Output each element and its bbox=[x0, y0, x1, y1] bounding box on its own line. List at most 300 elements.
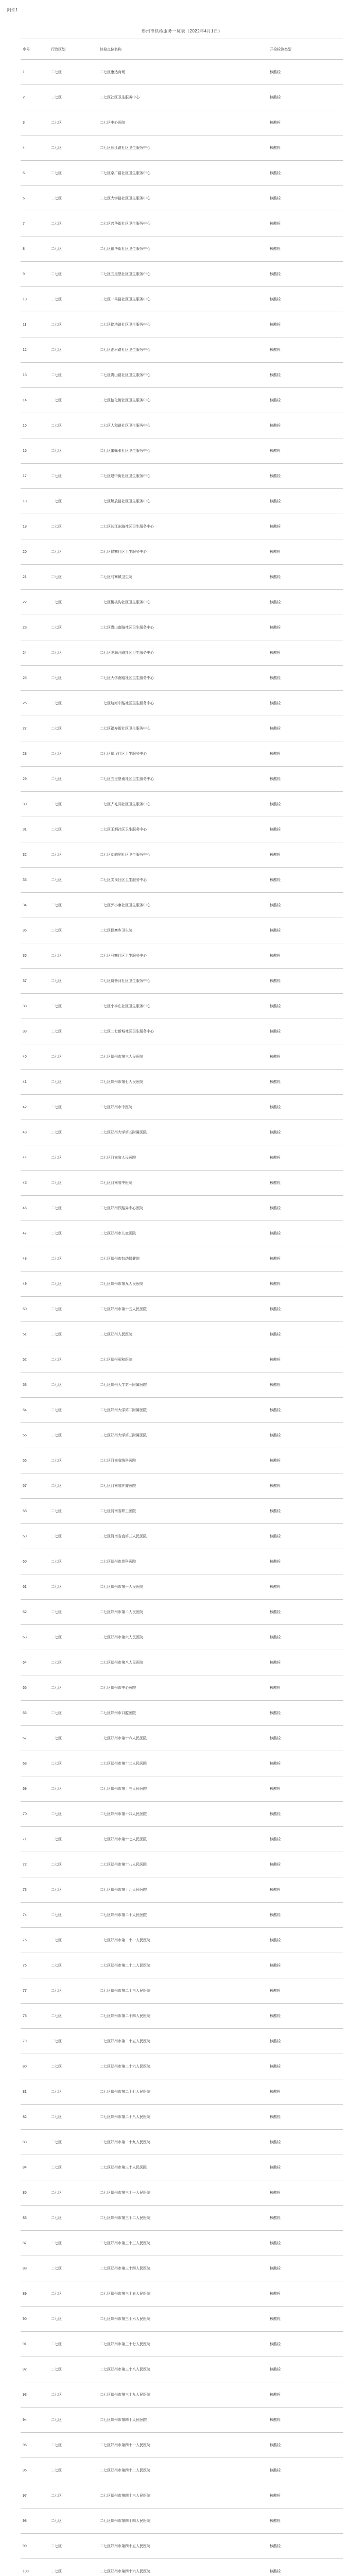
cell-district: 二七区 bbox=[49, 2206, 98, 2231]
table-row bbox=[21, 691, 343, 716]
table-row bbox=[21, 792, 343, 817]
cell-district: 二七区 bbox=[49, 691, 98, 716]
table-row bbox=[21, 565, 343, 590]
cell-site-name: 二七区郑州市第三十一人民医院 bbox=[98, 2180, 268, 2206]
cell-site-name: 二七区嵩山路社区卫生服务中心 bbox=[98, 363, 268, 388]
cell-index: 48 bbox=[21, 1246, 49, 1272]
cell-index: 73 bbox=[21, 1877, 49, 1903]
cell-test-type: 核酸检 bbox=[268, 413, 343, 438]
cell-site-name: 二七区郑州市第三人民医院 bbox=[98, 1044, 268, 1070]
cell-index: 82 bbox=[21, 2105, 49, 2130]
cell-index: 71 bbox=[21, 1827, 49, 1852]
cell-site-name: 二七区长江东路社区卫生服务中心 bbox=[98, 514, 268, 539]
cell-district: 二七区 bbox=[49, 539, 98, 565]
cell-index: 46 bbox=[21, 1196, 49, 1221]
cell-site-name: 二七区郑州市骨科医院 bbox=[98, 1549, 268, 1574]
cell-district: 二七区 bbox=[49, 1776, 98, 1802]
table-row bbox=[21, 236, 343, 262]
table-row bbox=[21, 741, 343, 767]
cell-site-name: 二七区福华街社区卫生服务中心 bbox=[98, 236, 268, 262]
cell-site-name: 二七区郑州市第四十二人民医院 bbox=[98, 2458, 268, 2483]
cell-district: 二七区 bbox=[49, 1196, 98, 1221]
cell-test-type: 核酸检 bbox=[268, 1852, 343, 1877]
cell-site-name: 二七区郑州市第四十人民医院 bbox=[98, 2408, 268, 2433]
table-row bbox=[21, 893, 343, 918]
table-row bbox=[21, 1978, 343, 2004]
cell-index: 29 bbox=[21, 767, 49, 792]
cell-index: 18 bbox=[21, 489, 49, 514]
cell-site-name: 二七区郑州市第四十四人民医院 bbox=[98, 2509, 268, 2534]
cell-site-name: 二七区淮河路社区卫生服务中心 bbox=[98, 337, 268, 363]
cell-index: 32 bbox=[21, 842, 49, 868]
cell-test-type: 核酸检 bbox=[268, 615, 343, 640]
cell-test-type: 核酸检 bbox=[268, 1903, 343, 1928]
cell-district: 二七区 bbox=[49, 2130, 98, 2155]
cell-site-name: 二七区郑州市中医院 bbox=[98, 1095, 268, 1120]
table-row bbox=[21, 489, 343, 514]
cell-district: 二七区 bbox=[49, 2281, 98, 2307]
cell-index: 28 bbox=[21, 741, 49, 767]
table-row bbox=[21, 1751, 343, 1776]
cell-site-name: 二七区马寨镇卫生院 bbox=[98, 565, 268, 590]
table-row bbox=[21, 135, 343, 161]
cell-test-type: 核酸检 bbox=[268, 741, 343, 767]
cell-site-name: 二七区一马路社区卫生服务中心 bbox=[98, 287, 268, 312]
cell-index: 17 bbox=[21, 464, 49, 489]
cell-test-type: 核酸检 bbox=[268, 388, 343, 413]
table-row bbox=[21, 1701, 343, 1726]
cell-site-name: 二七区郑州市第二十七人民医院 bbox=[98, 2079, 268, 2105]
cell-district: 二七区 bbox=[49, 1701, 98, 1726]
table-row bbox=[21, 1019, 343, 1044]
cell-index: 43 bbox=[21, 1120, 49, 1145]
table-row bbox=[21, 2332, 343, 2357]
table-row bbox=[21, 2307, 343, 2332]
cell-test-type: 核酸检 bbox=[268, 312, 343, 337]
cell-index: 20 bbox=[21, 539, 49, 565]
cell-index: 19 bbox=[21, 514, 49, 539]
cell-index: 9 bbox=[21, 262, 49, 287]
cell-district: 二七区 bbox=[49, 2029, 98, 2054]
cell-district: 二七区 bbox=[49, 2155, 98, 2180]
cell-site-name: 二七区齐礼阎社区卫生服务中心 bbox=[98, 792, 268, 817]
cell-test-type: 核酸检 bbox=[268, 1019, 343, 1044]
cell-index: 89 bbox=[21, 2281, 49, 2307]
cell-site-name: 二七区郑州市第十八人民医院 bbox=[98, 1852, 268, 1877]
table-row bbox=[21, 716, 343, 741]
cell-district: 二七区 bbox=[49, 2458, 98, 2483]
table-row bbox=[21, 2559, 343, 2576]
table-body bbox=[21, 60, 343, 2576]
cell-test-type: 核酸检 bbox=[268, 716, 343, 741]
cell-test-type: 核酸检 bbox=[268, 2281, 343, 2307]
table-row bbox=[21, 2231, 343, 2256]
cell-test-type: 核酸检 bbox=[268, 590, 343, 615]
cell-test-type: 核酸检 bbox=[268, 1473, 343, 1499]
cell-site-name: 二七区郑州大学第三附属医院 bbox=[98, 1423, 268, 1448]
cell-district: 二七区 bbox=[49, 1221, 98, 1246]
table-row bbox=[21, 2130, 343, 2155]
cell-test-type: 核酸检 bbox=[268, 1272, 343, 1297]
cell-index: 53 bbox=[21, 1372, 49, 1398]
cell-district: 二七区 bbox=[49, 1978, 98, 2004]
cell-test-type: 核酸检 bbox=[268, 691, 343, 716]
cell-index: 76 bbox=[21, 1953, 49, 1978]
cell-site-name: 二七区小李庄社区卫生服务中心 bbox=[98, 994, 268, 1019]
cell-index: 60 bbox=[21, 1549, 49, 1574]
cell-district: 二七区 bbox=[49, 2534, 98, 2559]
cell-test-type: 核酸检 bbox=[268, 1877, 343, 1903]
table-row bbox=[21, 2206, 343, 2231]
cell-district: 二七区 bbox=[49, 514, 98, 539]
cell-test-type: 核酸检 bbox=[268, 1499, 343, 1524]
cell-test-type: 核酸检 bbox=[268, 262, 343, 287]
cell-district: 二七区 bbox=[49, 85, 98, 110]
cell-district: 二七区 bbox=[49, 842, 98, 868]
cell-district: 二七区 bbox=[49, 1499, 98, 1524]
cell-site-name: 二七区人和路社区卫生服务中心 bbox=[98, 413, 268, 438]
table-row bbox=[21, 640, 343, 666]
cell-test-type: 核酸检 bbox=[268, 893, 343, 918]
cell-site-name: 二七区郑州市第十五人民医院 bbox=[98, 1297, 268, 1322]
cell-test-type: 核酸检 bbox=[268, 842, 343, 868]
cell-test-type: 核酸检 bbox=[268, 1625, 343, 1650]
cell-site-name: 二七区社区卫生服务中心 bbox=[98, 85, 268, 110]
cell-test-type: 核酸检 bbox=[268, 211, 343, 236]
cell-test-type: 核酸检 bbox=[268, 85, 343, 110]
cell-site-name: 二七区德化街社区卫生服务中心 bbox=[98, 388, 268, 413]
cell-site-name: 二七区郑州市第四十一人民医院 bbox=[98, 2433, 268, 2458]
cell-site-name: 二七区京广路社区卫生服务中心 bbox=[98, 161, 268, 186]
cell-index: 79 bbox=[21, 2029, 49, 2054]
cell-district: 二七区 bbox=[49, 1877, 98, 1903]
cell-district: 二七区 bbox=[49, 1297, 98, 1322]
cell-district: 二七区 bbox=[49, 2256, 98, 2281]
cell-site-name: 二七区樱桃沟社区卫生服务中心 bbox=[98, 590, 268, 615]
cell-test-type: 核酸检 bbox=[268, 1322, 343, 1347]
cell-test-type: 核酸检 bbox=[268, 2155, 343, 2180]
cell-test-type: 核酸检 bbox=[268, 1120, 343, 1145]
table-row bbox=[21, 1903, 343, 1928]
cell-test-type: 核酸检 bbox=[268, 1751, 343, 1776]
cell-site-name: 二七区中心医院 bbox=[98, 110, 268, 135]
cell-district: 二七区 bbox=[49, 388, 98, 413]
cell-index: 85 bbox=[21, 2180, 49, 2206]
cell-district: 二七区 bbox=[49, 1120, 98, 1145]
table-row bbox=[21, 1095, 343, 1120]
cell-index: 39 bbox=[21, 1019, 49, 1044]
cell-test-type: 核酸检 bbox=[268, 1044, 343, 1070]
cell-test-type: 核酸检 bbox=[268, 2357, 343, 2382]
cell-test-type: 核酸检 bbox=[268, 1448, 343, 1473]
cell-district: 二七区 bbox=[49, 2180, 98, 2206]
table-row bbox=[21, 1852, 343, 1877]
cell-index: 30 bbox=[21, 792, 49, 817]
cell-district: 二七区 bbox=[49, 1574, 98, 1600]
cell-index: 4 bbox=[21, 135, 49, 161]
cell-test-type: 核酸检 bbox=[268, 2559, 343, 2576]
cell-index: 3 bbox=[21, 110, 49, 135]
cell-test-type: 核酸检 bbox=[268, 2509, 343, 2534]
cell-district: 二七区 bbox=[49, 236, 98, 262]
cell-test-type: 核酸检 bbox=[268, 186, 343, 211]
table-row bbox=[21, 2458, 343, 2483]
table-row bbox=[21, 1776, 343, 1802]
cell-test-type: 核酸检 bbox=[268, 2256, 343, 2281]
cell-test-type: 核酸检 bbox=[268, 1776, 343, 1802]
cell-index: 86 bbox=[21, 2206, 49, 2231]
cell-site-name: 二七区长江路社区卫生服务中心 bbox=[98, 135, 268, 161]
cell-index: 41 bbox=[21, 1070, 49, 1095]
table-row bbox=[21, 868, 343, 893]
cell-site-name: 二七区郑州市第三十五人民医院 bbox=[98, 2281, 268, 2307]
cell-test-type: 核酸检 bbox=[268, 1701, 343, 1726]
cell-site-name: 二七区郑州市第三十六人民医院 bbox=[98, 2307, 268, 2332]
cell-site-name: 二七区刘胡垌社区卫生服务中心 bbox=[98, 842, 268, 868]
cell-site-name: 二七区郑州市第二十一人民医院 bbox=[98, 1928, 268, 1953]
table-header-row bbox=[21, 39, 343, 60]
cell-site-name: 二七区尖岗社区卫生服务中心 bbox=[98, 868, 268, 893]
cell-district: 二七区 bbox=[49, 994, 98, 1019]
cell-district: 二七区 bbox=[49, 1145, 98, 1171]
table-row bbox=[21, 666, 343, 691]
cell-site-name: 二七区福寿街社区卫生服务中心 bbox=[98, 716, 268, 741]
cell-district: 二七区 bbox=[49, 817, 98, 842]
cell-site-name: 二七区郑州市第二十人民医院 bbox=[98, 1903, 268, 1928]
cell-district: 二七区 bbox=[49, 60, 98, 85]
cell-index: 96 bbox=[21, 2458, 49, 2483]
cell-index: 54 bbox=[21, 1398, 49, 1423]
cell-test-type: 核酸检 bbox=[268, 1246, 343, 1272]
table-row bbox=[21, 2105, 343, 2130]
cell-index: 77 bbox=[21, 1978, 49, 2004]
cell-test-type: 核酸检 bbox=[268, 2054, 343, 2079]
cell-test-type: 核酸检 bbox=[268, 1221, 343, 1246]
cell-site-name: 二七区郑州市第十六人民医院 bbox=[98, 1726, 268, 1751]
cell-site-name: 二七区郑州大学第二附属医院 bbox=[98, 1398, 268, 1423]
cell-district: 二七区 bbox=[49, 312, 98, 337]
cell-index: 56 bbox=[21, 1448, 49, 1473]
cell-test-type: 核酸检 bbox=[268, 464, 343, 489]
cell-district: 二七区 bbox=[49, 615, 98, 640]
cell-district: 二七区 bbox=[49, 1423, 98, 1448]
cell-site-name: 二七区侯寨社区卫生服务中心 bbox=[98, 539, 268, 565]
cell-test-type: 核酸检 bbox=[268, 2458, 343, 2483]
cell-index: 44 bbox=[21, 1145, 49, 1171]
cell-site-name: 二七区郑州大学第五附属医院 bbox=[98, 1120, 268, 1145]
cell-index: 57 bbox=[21, 1473, 49, 1499]
cell-district: 二七区 bbox=[49, 1473, 98, 1499]
table-row bbox=[21, 363, 343, 388]
cell-district: 二七区 bbox=[49, 2054, 98, 2079]
cell-district: 二七区 bbox=[49, 464, 98, 489]
cell-index: 80 bbox=[21, 2054, 49, 2079]
table-row bbox=[21, 1827, 343, 1852]
cell-site-name: 二七区郑州市第三十三人民医院 bbox=[98, 2231, 268, 2256]
cell-test-type: 核酸检 bbox=[268, 1171, 343, 1196]
table-row bbox=[21, 2180, 343, 2206]
cell-test-type: 核酸检 bbox=[268, 666, 343, 691]
cell-test-type: 核酸检 bbox=[268, 514, 343, 539]
cell-test-type: 核酸检 bbox=[268, 1524, 343, 1549]
table-row bbox=[21, 1675, 343, 1701]
table-row bbox=[21, 1650, 343, 1675]
table-row bbox=[21, 1246, 343, 1272]
table-row bbox=[21, 1625, 343, 1650]
table-row bbox=[21, 2054, 343, 2079]
cell-test-type: 核酸检 bbox=[268, 60, 343, 85]
table-row bbox=[21, 1398, 343, 1423]
table-row bbox=[21, 1145, 343, 1171]
cell-district: 二七区 bbox=[49, 893, 98, 918]
cell-district: 二七区 bbox=[49, 1928, 98, 1953]
cell-index: 92 bbox=[21, 2357, 49, 2382]
header-test-type: 开检检测类型 bbox=[268, 39, 343, 60]
cell-test-type: 核酸检 bbox=[268, 337, 343, 363]
table-row bbox=[21, 1297, 343, 1322]
cell-district: 二七区 bbox=[49, 741, 98, 767]
cell-site-name: 二七区兴华街社区卫生服务中心 bbox=[98, 211, 268, 236]
cell-test-type: 核酸检 bbox=[268, 792, 343, 817]
cell-district: 二七区 bbox=[49, 868, 98, 893]
cell-index: 74 bbox=[21, 1903, 49, 1928]
cell-district: 二七区 bbox=[49, 363, 98, 388]
table-row bbox=[21, 60, 343, 85]
cell-district: 二七区 bbox=[49, 287, 98, 312]
cell-test-type: 核酸检 bbox=[268, 1095, 343, 1120]
cell-index: 35 bbox=[21, 918, 49, 943]
cell-district: 二七区 bbox=[49, 186, 98, 211]
cell-district: 二七区 bbox=[49, 1726, 98, 1751]
table-row bbox=[21, 842, 343, 868]
cell-site-name: 二七区郑州市第三十四人民医院 bbox=[98, 2256, 268, 2281]
cell-index: 98 bbox=[21, 2509, 49, 2534]
table-row bbox=[21, 1372, 343, 1398]
cell-test-type: 核酸检 bbox=[268, 2206, 343, 2231]
table-row bbox=[21, 312, 343, 337]
cell-site-name: 二七区郑州市第九人民医院 bbox=[98, 1272, 268, 1297]
cell-district: 二七区 bbox=[49, 1070, 98, 1095]
cell-site-name: 二七区郑州市第十七人民医院 bbox=[98, 1827, 268, 1852]
cell-district: 二七区 bbox=[49, 590, 98, 615]
cell-index: 8 bbox=[21, 236, 49, 262]
table-row bbox=[21, 1549, 343, 1574]
cell-site-name: 二七区建中街社区卫生服务中心 bbox=[98, 464, 268, 489]
cell-district: 二七区 bbox=[49, 1903, 98, 1928]
cell-index: 2 bbox=[21, 85, 49, 110]
cell-site-name: 二七区王垌社区卫生服务中心 bbox=[98, 817, 268, 842]
table-row bbox=[21, 2281, 343, 2307]
cell-site-name: 二七区侯寨乡卫生院 bbox=[98, 918, 268, 943]
cell-index: 88 bbox=[21, 2256, 49, 2281]
cell-site-name: 二七区河南省肿瘤医院 bbox=[98, 1473, 268, 1499]
attachment-label: 附件1 bbox=[7, 8, 18, 12]
header-site-name: 快检点位名称 bbox=[98, 39, 268, 60]
cell-site-name: 二七区郑州市第十二人民医院 bbox=[98, 1751, 268, 1776]
cell-index: 94 bbox=[21, 2408, 49, 2433]
cell-district: 二七区 bbox=[49, 1347, 98, 1372]
cell-index: 99 bbox=[21, 2534, 49, 2559]
cell-test-type: 核酸检 bbox=[268, 1802, 343, 1827]
cell-district: 二七区 bbox=[49, 110, 98, 135]
cell-site-name: 二七区郑州市第三十人民医院 bbox=[98, 2155, 268, 2180]
cell-district: 二七区 bbox=[49, 438, 98, 464]
cell-site-name: 二七区大学南路社区卫生服务中心 bbox=[98, 666, 268, 691]
cell-test-type: 核酸检 bbox=[268, 2483, 343, 2509]
cell-district: 二七区 bbox=[49, 1095, 98, 1120]
cell-test-type: 核酸检 bbox=[268, 565, 343, 590]
cell-index: 1 bbox=[21, 60, 49, 85]
cell-district: 二七区 bbox=[49, 1827, 98, 1852]
cell-test-type: 核酸检 bbox=[268, 767, 343, 792]
cell-district: 二七区 bbox=[49, 262, 98, 287]
cell-site-name: 二七区郑州市第四十五人民医院 bbox=[98, 2534, 268, 2559]
cell-test-type: 核酸检 bbox=[268, 2231, 343, 2256]
table-row bbox=[21, 1574, 343, 1600]
table-row bbox=[21, 1070, 343, 1095]
cell-index: 64 bbox=[21, 1650, 49, 1675]
table-row bbox=[21, 2408, 343, 2433]
cell-index: 5 bbox=[21, 161, 49, 186]
table-row bbox=[21, 211, 343, 236]
cell-index: 83 bbox=[21, 2130, 49, 2155]
cell-site-name: 二七区蜜蜂张社区卫生服务中心 bbox=[98, 438, 268, 464]
cell-district: 二七区 bbox=[49, 666, 98, 691]
cell-test-type: 核酸检 bbox=[268, 817, 343, 842]
cell-index: 6 bbox=[21, 186, 49, 211]
cell-test-type: 核酸检 bbox=[268, 236, 343, 262]
cell-site-name: 二七区郑州市第二十六人民医院 bbox=[98, 2054, 268, 2079]
cell-site-name: 二七区郑州市第二十五人民医院 bbox=[98, 2029, 268, 2054]
table-row bbox=[21, 1322, 343, 1347]
table-row bbox=[21, 1473, 343, 1499]
cell-district: 二七区 bbox=[49, 1852, 98, 1877]
cell-test-type: 核酸检 bbox=[268, 1574, 343, 1600]
cell-index: 58 bbox=[21, 1499, 49, 1524]
cell-test-type: 核酸检 bbox=[268, 1953, 343, 1978]
cell-site-name: 二七区郑州市第八人民医院 bbox=[98, 1650, 268, 1675]
cell-district: 二七区 bbox=[49, 1802, 98, 1827]
cell-district: 二七区 bbox=[49, 565, 98, 590]
cell-index: 45 bbox=[21, 1171, 49, 1196]
cell-site-name: 二七区郑州市第四十六人民医院 bbox=[98, 2559, 268, 2576]
cell-district: 二七区 bbox=[49, 1751, 98, 1776]
cell-test-type: 核酸检 bbox=[268, 1423, 343, 1448]
cell-district: 二七区 bbox=[49, 1953, 98, 1978]
cell-test-type: 核酸检 bbox=[268, 994, 343, 1019]
cell-test-type: 核酸检 bbox=[268, 2332, 343, 2357]
cell-index: 7 bbox=[21, 211, 49, 236]
cell-test-type: 核酸检 bbox=[268, 2382, 343, 2408]
cell-index: 51 bbox=[21, 1322, 49, 1347]
table-row bbox=[21, 1221, 343, 1246]
table-row bbox=[21, 2534, 343, 2559]
cell-index: 70 bbox=[21, 1802, 49, 1827]
cell-site-name: 二七区河南省直第三人民医院 bbox=[98, 1524, 268, 1549]
cell-site-name: 二七区郑州市第二十九人民医院 bbox=[98, 2130, 268, 2155]
cell-district: 二七区 bbox=[49, 1448, 98, 1473]
table-row bbox=[21, 2433, 343, 2458]
cell-test-type: 核酸检 bbox=[268, 1675, 343, 1701]
table-row bbox=[21, 388, 343, 413]
cell-index: 95 bbox=[21, 2433, 49, 2458]
cell-test-type: 核酸检 bbox=[268, 2004, 343, 2029]
cell-district: 二七区 bbox=[49, 161, 98, 186]
cell-district: 二七区 bbox=[49, 2332, 98, 2357]
cell-test-type: 核酸检 bbox=[268, 918, 343, 943]
cell-index: 12 bbox=[21, 337, 49, 363]
table-row bbox=[21, 943, 343, 969]
